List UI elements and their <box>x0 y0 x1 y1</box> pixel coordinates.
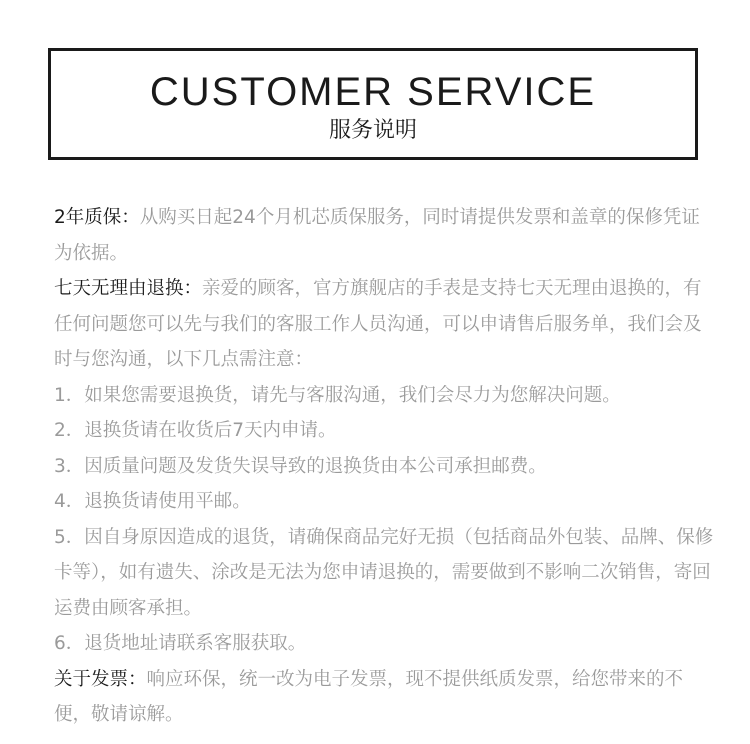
list-item: 4．退换货请使用平邮。 <box>54 491 251 512</box>
title-box <box>48 48 698 160</box>
page-title: CUSTOMER SERVICE <box>149 70 597 114</box>
invoice-text: 响应环保，统一改为电子发票，现不提供纸质发票，给您带来的不便，敬请谅解。 <box>54 668 684 725</box>
warranty-section <box>54 200 714 271</box>
list-item: 6．退货地址请联系客服获取。 <box>54 633 307 654</box>
returns-section <box>54 271 714 378</box>
list-item: 2．退换货请在收货后7天内申请。 <box>54 420 337 441</box>
service-content <box>54 200 714 733</box>
returns-text: 亲爱的顾客，官方旗舰店的手表是支持七天无理由退换的，有任何问题您可以先与我们的客服工作人员沟通，可以申请售后服务单，我们会及时与您沟通，以下几点需注意： <box>54 278 702 370</box>
list-item: 1．如果您需要退换货，请先与客服沟通，我们会尽力为您解决问题。 <box>54 384 621 406</box>
invoice-label: 关于发票： <box>54 668 147 690</box>
invoice-section <box>54 662 714 733</box>
warranty-text: 从购买日起24个月机芯质保服务，同时请提供发票和盖章的保修凭证为依据。 <box>54 207 700 264</box>
returns-label: 七天无理由退换： <box>54 278 203 299</box>
page-subtitle: 服务说明 <box>328 118 417 143</box>
list-item: 3．因质量问题及发货失误导致的退换货由本公司承担邮费。 <box>54 455 547 477</box>
warranty-label: 2年质保： <box>54 207 140 228</box>
list-item: 5．因自身原因造成的退货，请确保商品完好无损（包括商品外包装、品牌、保修卡等），如有遗失、涂改是无法为您申请退换的，需要做到不影响二次销售，寄回运费由顾客承担。 <box>54 526 714 619</box>
